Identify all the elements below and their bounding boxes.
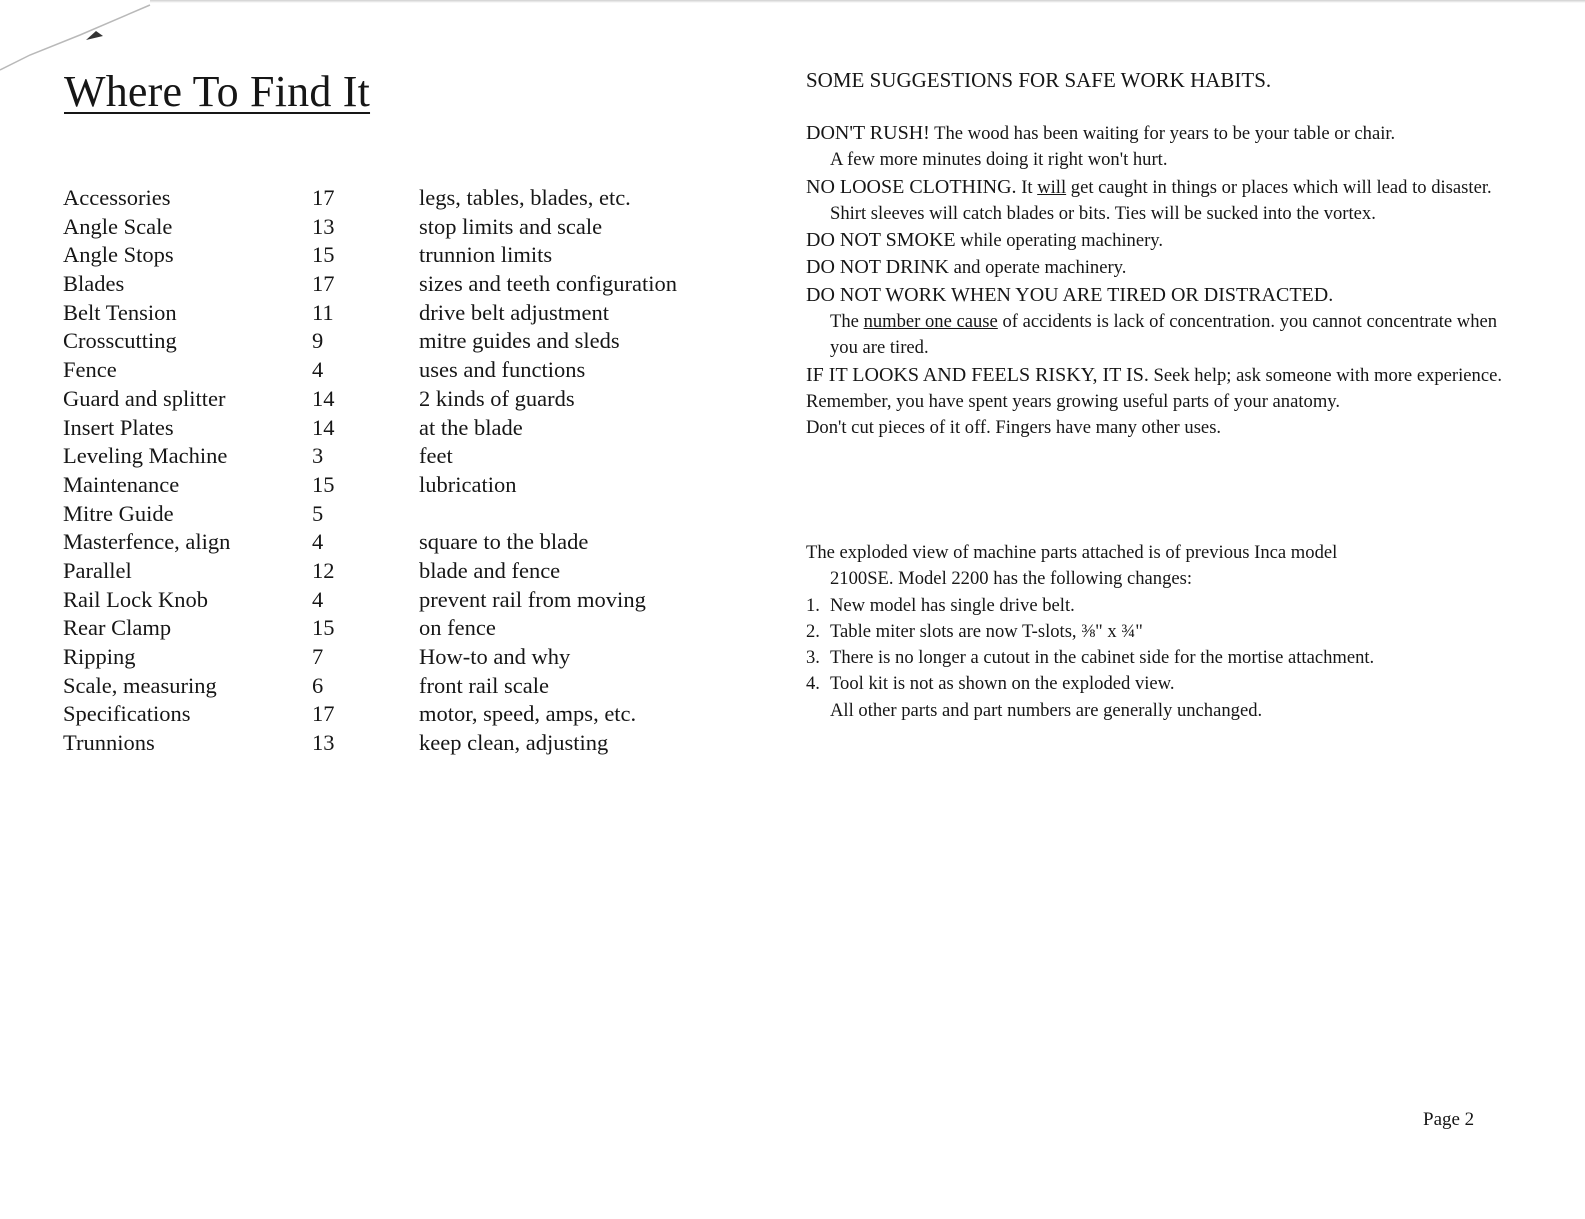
change-text: Table miter slots are now T-slots, ⅜" x ¾" <box>830 620 1143 642</box>
index-topic: Fence <box>63 357 117 383</box>
change-number: 4. <box>806 673 820 695</box>
index-page: 14 <box>312 414 335 440</box>
index-page: 4 <box>312 357 324 383</box>
index-topic: Guard and splitter <box>63 385 226 411</box>
safety-item <box>806 282 1526 362</box>
index-desc: 2 kinds of guards <box>419 385 575 411</box>
index-desc: trunnion limits <box>419 242 553 268</box>
index-page: 12 <box>312 557 335 583</box>
index-topic: Crosscutting <box>63 328 177 354</box>
index-page: 9 <box>312 328 324 354</box>
scan-edge <box>150 0 1585 3</box>
index-page: 17 <box>312 185 335 210</box>
index-topic: Mitre Guide <box>63 500 174 526</box>
changes-intro: The exploded view of machine parts attached is of previous Inca model <box>806 542 1338 563</box>
safety-emphasis: will <box>1037 176 1067 198</box>
index-topic: Maintenance <box>63 471 180 497</box>
index-topic: Insert Plates <box>63 414 174 440</box>
index-page: 5 <box>312 500 324 526</box>
safety-lead: DO NOT DRINK <box>806 256 949 279</box>
index-desc: stop limits and scale <box>419 213 603 239</box>
changes-closing: All other parts and part numbers are generally unchanged. <box>830 699 1263 721</box>
index-topic: Belt Tension <box>63 299 177 325</box>
index-desc: lubrication <box>419 471 517 497</box>
index-desc: prevent rail from moving <box>419 586 646 612</box>
index-desc: uses and functions <box>419 357 586 383</box>
index-desc: drive belt adjustment <box>419 299 609 325</box>
index-topic: Leveling Machine <box>63 443 228 469</box>
index-topic: Trunnions <box>63 730 155 756</box>
index-topic: Angle Scale <box>63 213 173 239</box>
index-desc: mitre guides and sleds <box>419 328 620 354</box>
index-page: 6 <box>312 672 324 698</box>
safety-item <box>806 227 1526 254</box>
index-page: 7 <box>312 644 324 669</box>
change-number: 2. <box>806 620 820 642</box>
index-page: 13 <box>312 213 335 239</box>
model-changes <box>806 540 1526 724</box>
safety-item <box>806 254 1526 281</box>
safety-emphasis: number one cause <box>863 311 998 333</box>
change-text: Tool kit is not as shown on the exploded view. <box>830 673 1175 695</box>
safety-lead: DON'T RUSH! <box>806 122 930 144</box>
safety-lead: NO LOOSE CLOTHING. <box>806 175 1017 198</box>
change-item <box>806 671 1526 697</box>
index-topic: Angle Stops <box>63 242 174 268</box>
safety-text: Seek help; ask someone with more experience. <box>1148 364 1502 386</box>
changes-intro: 2100SE. Model 2200 has the following changes: <box>830 568 1193 590</box>
index-page: 4 <box>312 586 324 612</box>
index-desc: keep clean, adjusting <box>419 730 609 756</box>
safety-heading: SOME SUGGESTIONS FOR SAFE WORK HABITS. <box>806 68 1272 92</box>
index-topic: Rear Clamp <box>63 615 172 641</box>
change-item <box>806 619 1526 645</box>
change-item <box>806 593 1526 619</box>
index-desc: blade and fence <box>419 557 561 583</box>
safety-lead: IF IT LOOKS AND FEELS RISKY, IT IS. <box>806 363 1149 386</box>
index-topic: Masterfence, align <box>63 529 231 555</box>
change-text: There is no longer a cutout in the cabinet side for the mortise attachment. <box>830 647 1375 669</box>
safety-list <box>806 120 1526 442</box>
index-page: 13 <box>312 730 335 756</box>
safety-remember: Don't cut pieces of it off. Fingers have many other uses. <box>806 417 1222 439</box>
safety-remember: Remember, you have spent years growing useful parts of your anatomy. <box>806 390 1341 412</box>
index-page: 4 <box>312 529 324 555</box>
index-page: 15 <box>312 615 335 641</box>
change-item <box>806 645 1526 671</box>
safety-text: The <box>830 311 864 333</box>
safety-lead: DO NOT WORK WHEN YOU ARE TIRED OR DISTRACTED. <box>806 283 1334 306</box>
index-desc: sizes and teeth configuration <box>419 271 678 297</box>
index-topic: Specifications <box>63 701 191 727</box>
index-desc: How-to and why <box>419 644 571 669</box>
index-topic: Rail Lock Knob <box>63 586 208 612</box>
safety-text: The wood has been waiting for years to be your table or chair. <box>929 123 1396 144</box>
page-number: Page 2 <box>1423 1109 1475 1130</box>
index-desc: motor, speed, amps, etc. <box>419 701 637 727</box>
safety-text: of accidents is lack of concentration. you cannot concentrate when you are tired. <box>830 311 1498 359</box>
safety-text: and operate machinery. <box>948 257 1127 279</box>
safety-item <box>806 120 1526 174</box>
index-page: 15 <box>312 471 335 497</box>
index-desc: front rail scale <box>419 672 549 698</box>
safety-text: get caught in things or places which will lead to disaster. Shirt sleeves will catch blades or bits. Ties will be sucked into the vortex. <box>830 176 1492 224</box>
safety-lead: DO NOT SMOKE <box>806 229 956 252</box>
safety-text: A few more minutes doing it right won't hurt. <box>830 149 1168 171</box>
index-page: 17 <box>312 271 335 297</box>
index-desc: at the blade <box>419 414 523 440</box>
change-number: 3. <box>806 647 820 669</box>
index-desc: feet <box>419 443 453 469</box>
index-page: 17 <box>312 701 335 727</box>
page-title: Where To Find It <box>64 67 371 116</box>
index-desc: legs, tables, blades, etc. <box>419 185 631 210</box>
index-page: 14 <box>312 385 335 411</box>
index-desc: on fence <box>419 615 496 641</box>
safety-item <box>806 174 1526 228</box>
index-topic: Accessories <box>63 185 171 210</box>
safety-item <box>806 362 1526 389</box>
change-text: New model has single drive belt. <box>830 594 1075 616</box>
safety-text: It <box>1016 176 1038 198</box>
index-page: 3 <box>312 443 324 469</box>
changes-list <box>806 593 1526 698</box>
index-page: 11 <box>312 299 334 325</box>
index-topic: Parallel <box>63 557 132 583</box>
safety-text: while operating machinery. <box>955 230 1164 252</box>
index-topic: Scale, measuring <box>63 672 217 698</box>
change-number: 1. <box>806 594 820 616</box>
index-topic: Blades <box>63 271 125 297</box>
index-topic: Ripping <box>63 644 136 669</box>
index-page: 15 <box>312 242 335 268</box>
index-desc: square to the blade <box>419 529 589 555</box>
